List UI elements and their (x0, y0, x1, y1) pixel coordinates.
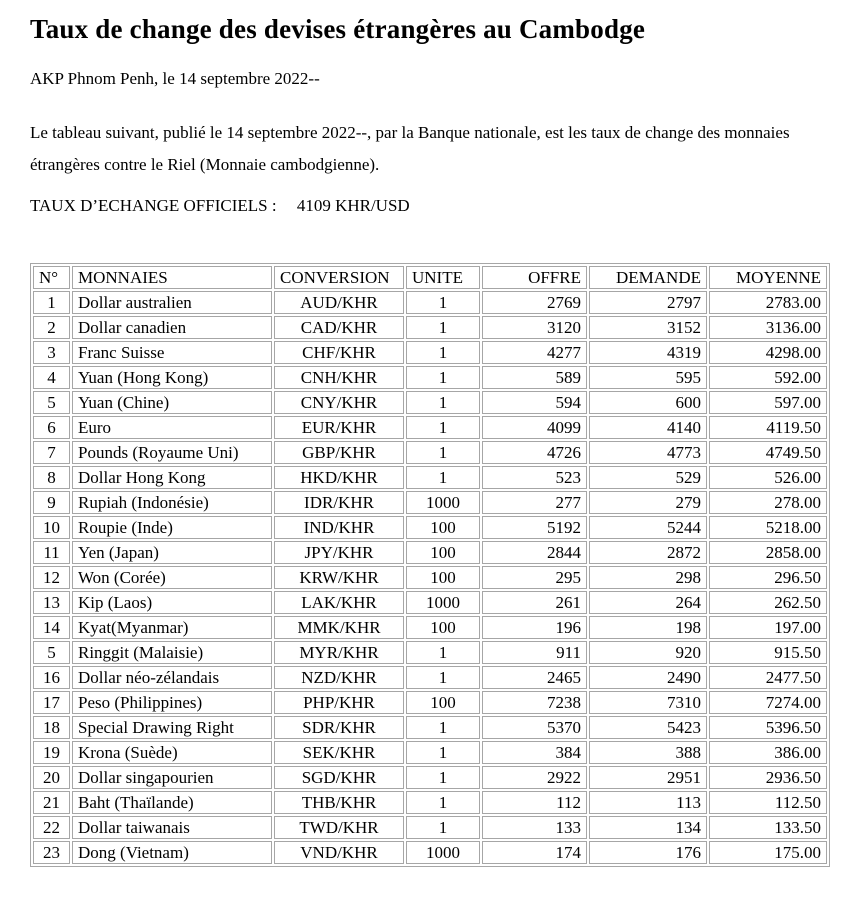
cell-average: 386.00 (709, 741, 827, 764)
cell-demand: 5244 (589, 516, 707, 539)
cell-currency: Won (Corée) (72, 566, 272, 589)
cell-currency: Dong (Vietnam) (72, 841, 272, 864)
cell-demand: 4319 (589, 341, 707, 364)
cell-unit: 1 (406, 816, 480, 839)
cell-number: 23 (33, 841, 70, 864)
table-row (33, 691, 827, 714)
cell-demand: 2951 (589, 766, 707, 789)
cell-demand: 113 (589, 791, 707, 814)
cell-demand: 298 (589, 566, 707, 589)
cell-currency: Kip (Laos) (72, 591, 272, 614)
cell-unit: 1 (406, 291, 480, 314)
table-row (33, 466, 827, 489)
cell-average: 133.50 (709, 816, 827, 839)
cell-offer: 4099 (482, 416, 587, 439)
cell-conversion: HKD/KHR (274, 466, 404, 489)
table-row (33, 341, 827, 364)
cell-average: 5218.00 (709, 516, 827, 539)
cell-unit: 1 (406, 716, 480, 739)
table-row (33, 316, 827, 339)
cell-unit: 1000 (406, 591, 480, 614)
cell-currency: Dollar australien (72, 291, 272, 314)
cell-number: 21 (33, 791, 70, 814)
cell-average: 526.00 (709, 466, 827, 489)
cell-conversion: TWD/KHR (274, 816, 404, 839)
cell-average: 5396.50 (709, 716, 827, 739)
cell-demand: 5423 (589, 716, 707, 739)
cell-currency: Peso (Philippines) (72, 691, 272, 714)
cell-unit: 100 (406, 616, 480, 639)
cell-average: 4119.50 (709, 416, 827, 439)
cell-average: 915.50 (709, 641, 827, 664)
cell-unit: 1 (406, 366, 480, 389)
cell-average: 4298.00 (709, 341, 827, 364)
cell-average: 175.00 (709, 841, 827, 864)
cell-conversion: KRW/KHR (274, 566, 404, 589)
cell-currency: Roupie (Inde) (72, 516, 272, 539)
cell-currency: Dollar taiwanais (72, 816, 272, 839)
cell-average: 3136.00 (709, 316, 827, 339)
cell-unit: 1 (406, 766, 480, 789)
cell-offer: 5370 (482, 716, 587, 739)
table-row (33, 391, 827, 414)
cell-demand: 7310 (589, 691, 707, 714)
cell-currency: Pounds (Royaume Uni) (72, 441, 272, 464)
cell-number: 3 (33, 341, 70, 364)
cell-demand: 388 (589, 741, 707, 764)
cell-average: 112.50 (709, 791, 827, 814)
cell-unit: 1 (406, 741, 480, 764)
cell-conversion: CNY/KHR (274, 391, 404, 414)
cell-offer: 2922 (482, 766, 587, 789)
cell-number: 12 (33, 566, 70, 589)
cell-number: 22 (33, 816, 70, 839)
cell-demand: 198 (589, 616, 707, 639)
column-header-offer: OFFRE (482, 266, 587, 289)
cell-conversion: AUD/KHR (274, 291, 404, 314)
cell-offer: 2769 (482, 291, 587, 314)
cell-average: 197.00 (709, 616, 827, 639)
cell-conversion: EUR/KHR (274, 416, 404, 439)
table-row (33, 541, 827, 564)
cell-offer: 594 (482, 391, 587, 414)
cell-conversion: JPY/KHR (274, 541, 404, 564)
cell-offer: 2465 (482, 666, 587, 689)
cell-unit: 1 (406, 316, 480, 339)
cell-currency: Ringgit (Malaisie) (72, 641, 272, 664)
cell-currency: Special Drawing Right (72, 716, 272, 739)
cell-offer: 2844 (482, 541, 587, 564)
cell-average: 278.00 (709, 491, 827, 514)
cell-conversion: SDR/KHR (274, 716, 404, 739)
table-row (33, 416, 827, 439)
cell-demand: 279 (589, 491, 707, 514)
table-row (33, 666, 827, 689)
table-row (33, 816, 827, 839)
cell-conversion: IDR/KHR (274, 491, 404, 514)
cell-offer: 3120 (482, 316, 587, 339)
page-title: Taux de change des devises étrangères au Cambodge (30, 14, 646, 44)
cell-conversion: MYR/KHR (274, 641, 404, 664)
cell-number: 18 (33, 716, 70, 739)
table-row (33, 441, 827, 464)
cell-currency: Yuan (Chine) (72, 391, 272, 414)
cell-number: 19 (33, 741, 70, 764)
cell-average: 2783.00 (709, 291, 827, 314)
table-row (33, 291, 827, 314)
cell-conversion: THB/KHR (274, 791, 404, 814)
cell-demand: 134 (589, 816, 707, 839)
column-header-unit: UNITE (406, 266, 480, 289)
cell-demand: 4140 (589, 416, 707, 439)
cell-unit: 1 (406, 466, 480, 489)
cell-demand: 2490 (589, 666, 707, 689)
cell-number: 14 (33, 616, 70, 639)
cell-unit: 100 (406, 566, 480, 589)
cell-unit: 1000 (406, 841, 480, 864)
cell-currency: Yuan (Hong Kong) (72, 366, 272, 389)
cell-number: 16 (33, 666, 70, 689)
cell-number: 9 (33, 491, 70, 514)
table-row (33, 791, 827, 814)
cell-conversion: VND/KHR (274, 841, 404, 864)
official-rate-label: TAUX D’ECHANGE OFFICIELS : (30, 196, 277, 215)
cell-number: 7 (33, 441, 70, 464)
cell-currency: Rupiah (Indonésie) (72, 491, 272, 514)
cell-unit: 1 (406, 416, 480, 439)
cell-conversion: GBP/KHR (274, 441, 404, 464)
cell-demand: 595 (589, 366, 707, 389)
cell-average: 597.00 (709, 391, 827, 414)
cell-unit: 100 (406, 691, 480, 714)
cell-unit: 1 (406, 666, 480, 689)
cell-offer: 523 (482, 466, 587, 489)
column-header-number: N° (33, 266, 70, 289)
cell-average: 2936.50 (709, 766, 827, 789)
cell-average: 592.00 (709, 366, 827, 389)
table-row (33, 566, 827, 589)
table-row (33, 616, 827, 639)
official-rate-value: 4109 KHR/USD (296, 196, 410, 215)
cell-number: 11 (33, 541, 70, 564)
cell-offer: 589 (482, 366, 587, 389)
cell-demand: 3152 (589, 316, 707, 339)
cell-demand: 529 (589, 466, 707, 489)
column-header-conversion: CONVERSION (274, 266, 404, 289)
cell-offer: 4726 (482, 441, 587, 464)
cell-demand: 4773 (589, 441, 707, 464)
cell-average: 7274.00 (709, 691, 827, 714)
rates-table-container (30, 263, 828, 867)
cell-average: 2477.50 (709, 666, 827, 689)
column-header-average: MOYENNE (709, 266, 827, 289)
cell-unit: 1 (406, 391, 480, 414)
cell-number: 8 (33, 466, 70, 489)
cell-conversion: PHP/KHR (274, 691, 404, 714)
cell-conversion: SEK/KHR (274, 741, 404, 764)
cell-unit: 100 (406, 516, 480, 539)
cell-unit: 1 (406, 641, 480, 664)
cell-offer: 196 (482, 616, 587, 639)
cell-average: 262.50 (709, 591, 827, 614)
cell-demand: 2797 (589, 291, 707, 314)
cell-offer: 295 (482, 566, 587, 589)
cell-conversion: MMK/KHR (274, 616, 404, 639)
table-row (33, 591, 827, 614)
cell-demand: 176 (589, 841, 707, 864)
cell-offer: 261 (482, 591, 587, 614)
rates-table-body (33, 291, 827, 864)
table-row (33, 716, 827, 739)
cell-number: 4 (33, 366, 70, 389)
cell-demand: 600 (589, 391, 707, 414)
cell-number: 1 (33, 291, 70, 314)
cell-unit: 1 (406, 791, 480, 814)
table-header-row (33, 266, 827, 289)
table-row (33, 841, 827, 864)
cell-demand: 920 (589, 641, 707, 664)
table-row (33, 516, 827, 539)
cell-conversion: CAD/KHR (274, 316, 404, 339)
cell-number: 2 (33, 316, 70, 339)
cell-offer: 7238 (482, 691, 587, 714)
cell-offer: 133 (482, 816, 587, 839)
byline: AKP Phnom Penh, le 14 septembre 2022-- (30, 69, 320, 88)
cell-conversion: SGD/KHR (274, 766, 404, 789)
cell-conversion: LAK/KHR (274, 591, 404, 614)
cell-currency: Krona (Suède) (72, 741, 272, 764)
cell-currency: Baht (Thaïlande) (72, 791, 272, 814)
cell-demand: 2872 (589, 541, 707, 564)
cell-unit: 1000 (406, 491, 480, 514)
cell-number: 5 (33, 641, 70, 664)
cell-offer: 4277 (482, 341, 587, 364)
cell-unit: 100 (406, 541, 480, 564)
table-row (33, 366, 827, 389)
table-row (33, 491, 827, 514)
cell-currency: Dollar Hong Kong (72, 466, 272, 489)
cell-offer: 277 (482, 491, 587, 514)
cell-offer: 174 (482, 841, 587, 864)
cell-currency: Dollar singapourien (72, 766, 272, 789)
cell-unit: 1 (406, 341, 480, 364)
cell-number: 10 (33, 516, 70, 539)
cell-conversion: CNH/KHR (274, 366, 404, 389)
cell-conversion: IND/KHR (274, 516, 404, 539)
cell-number: 6 (33, 416, 70, 439)
cell-currency: Franc Suisse (72, 341, 272, 364)
cell-conversion: NZD/KHR (274, 666, 404, 689)
cell-conversion: CHF/KHR (274, 341, 404, 364)
cell-currency: Kyat(Myanmar) (72, 616, 272, 639)
cell-average: 296.50 (709, 566, 827, 589)
cell-number: 20 (33, 766, 70, 789)
cell-average: 4749.50 (709, 441, 827, 464)
column-header-demand: DEMANDE (589, 266, 707, 289)
cell-currency: Dollar néo-zélandais (72, 666, 272, 689)
cell-currency: Euro (72, 416, 272, 439)
cell-demand: 264 (589, 591, 707, 614)
cell-average: 2858.00 (709, 541, 827, 564)
cell-offer: 384 (482, 741, 587, 764)
table-row (33, 766, 827, 789)
cell-number: 5 (33, 391, 70, 414)
cell-currency: Dollar canadien (72, 316, 272, 339)
cell-number: 17 (33, 691, 70, 714)
column-header-currency: MONNAIES (72, 266, 272, 289)
cell-offer: 5192 (482, 516, 587, 539)
exchange-rates-table (30, 263, 830, 867)
table-row (33, 741, 827, 764)
cell-unit: 1 (406, 441, 480, 464)
intro-paragraph: Le tableau suivant, publié le 14 septembre 2022--, par la Banque nationale, est les taux de change des monnaies étrangères contre le Riel (Monnaie cambodgienne). (30, 123, 790, 174)
table-row (33, 641, 827, 664)
cell-offer: 911 (482, 641, 587, 664)
official-rate-line (30, 196, 828, 216)
cell-currency: Yen (Japan) (72, 541, 272, 564)
cell-offer: 112 (482, 791, 587, 814)
cell-number: 13 (33, 591, 70, 614)
